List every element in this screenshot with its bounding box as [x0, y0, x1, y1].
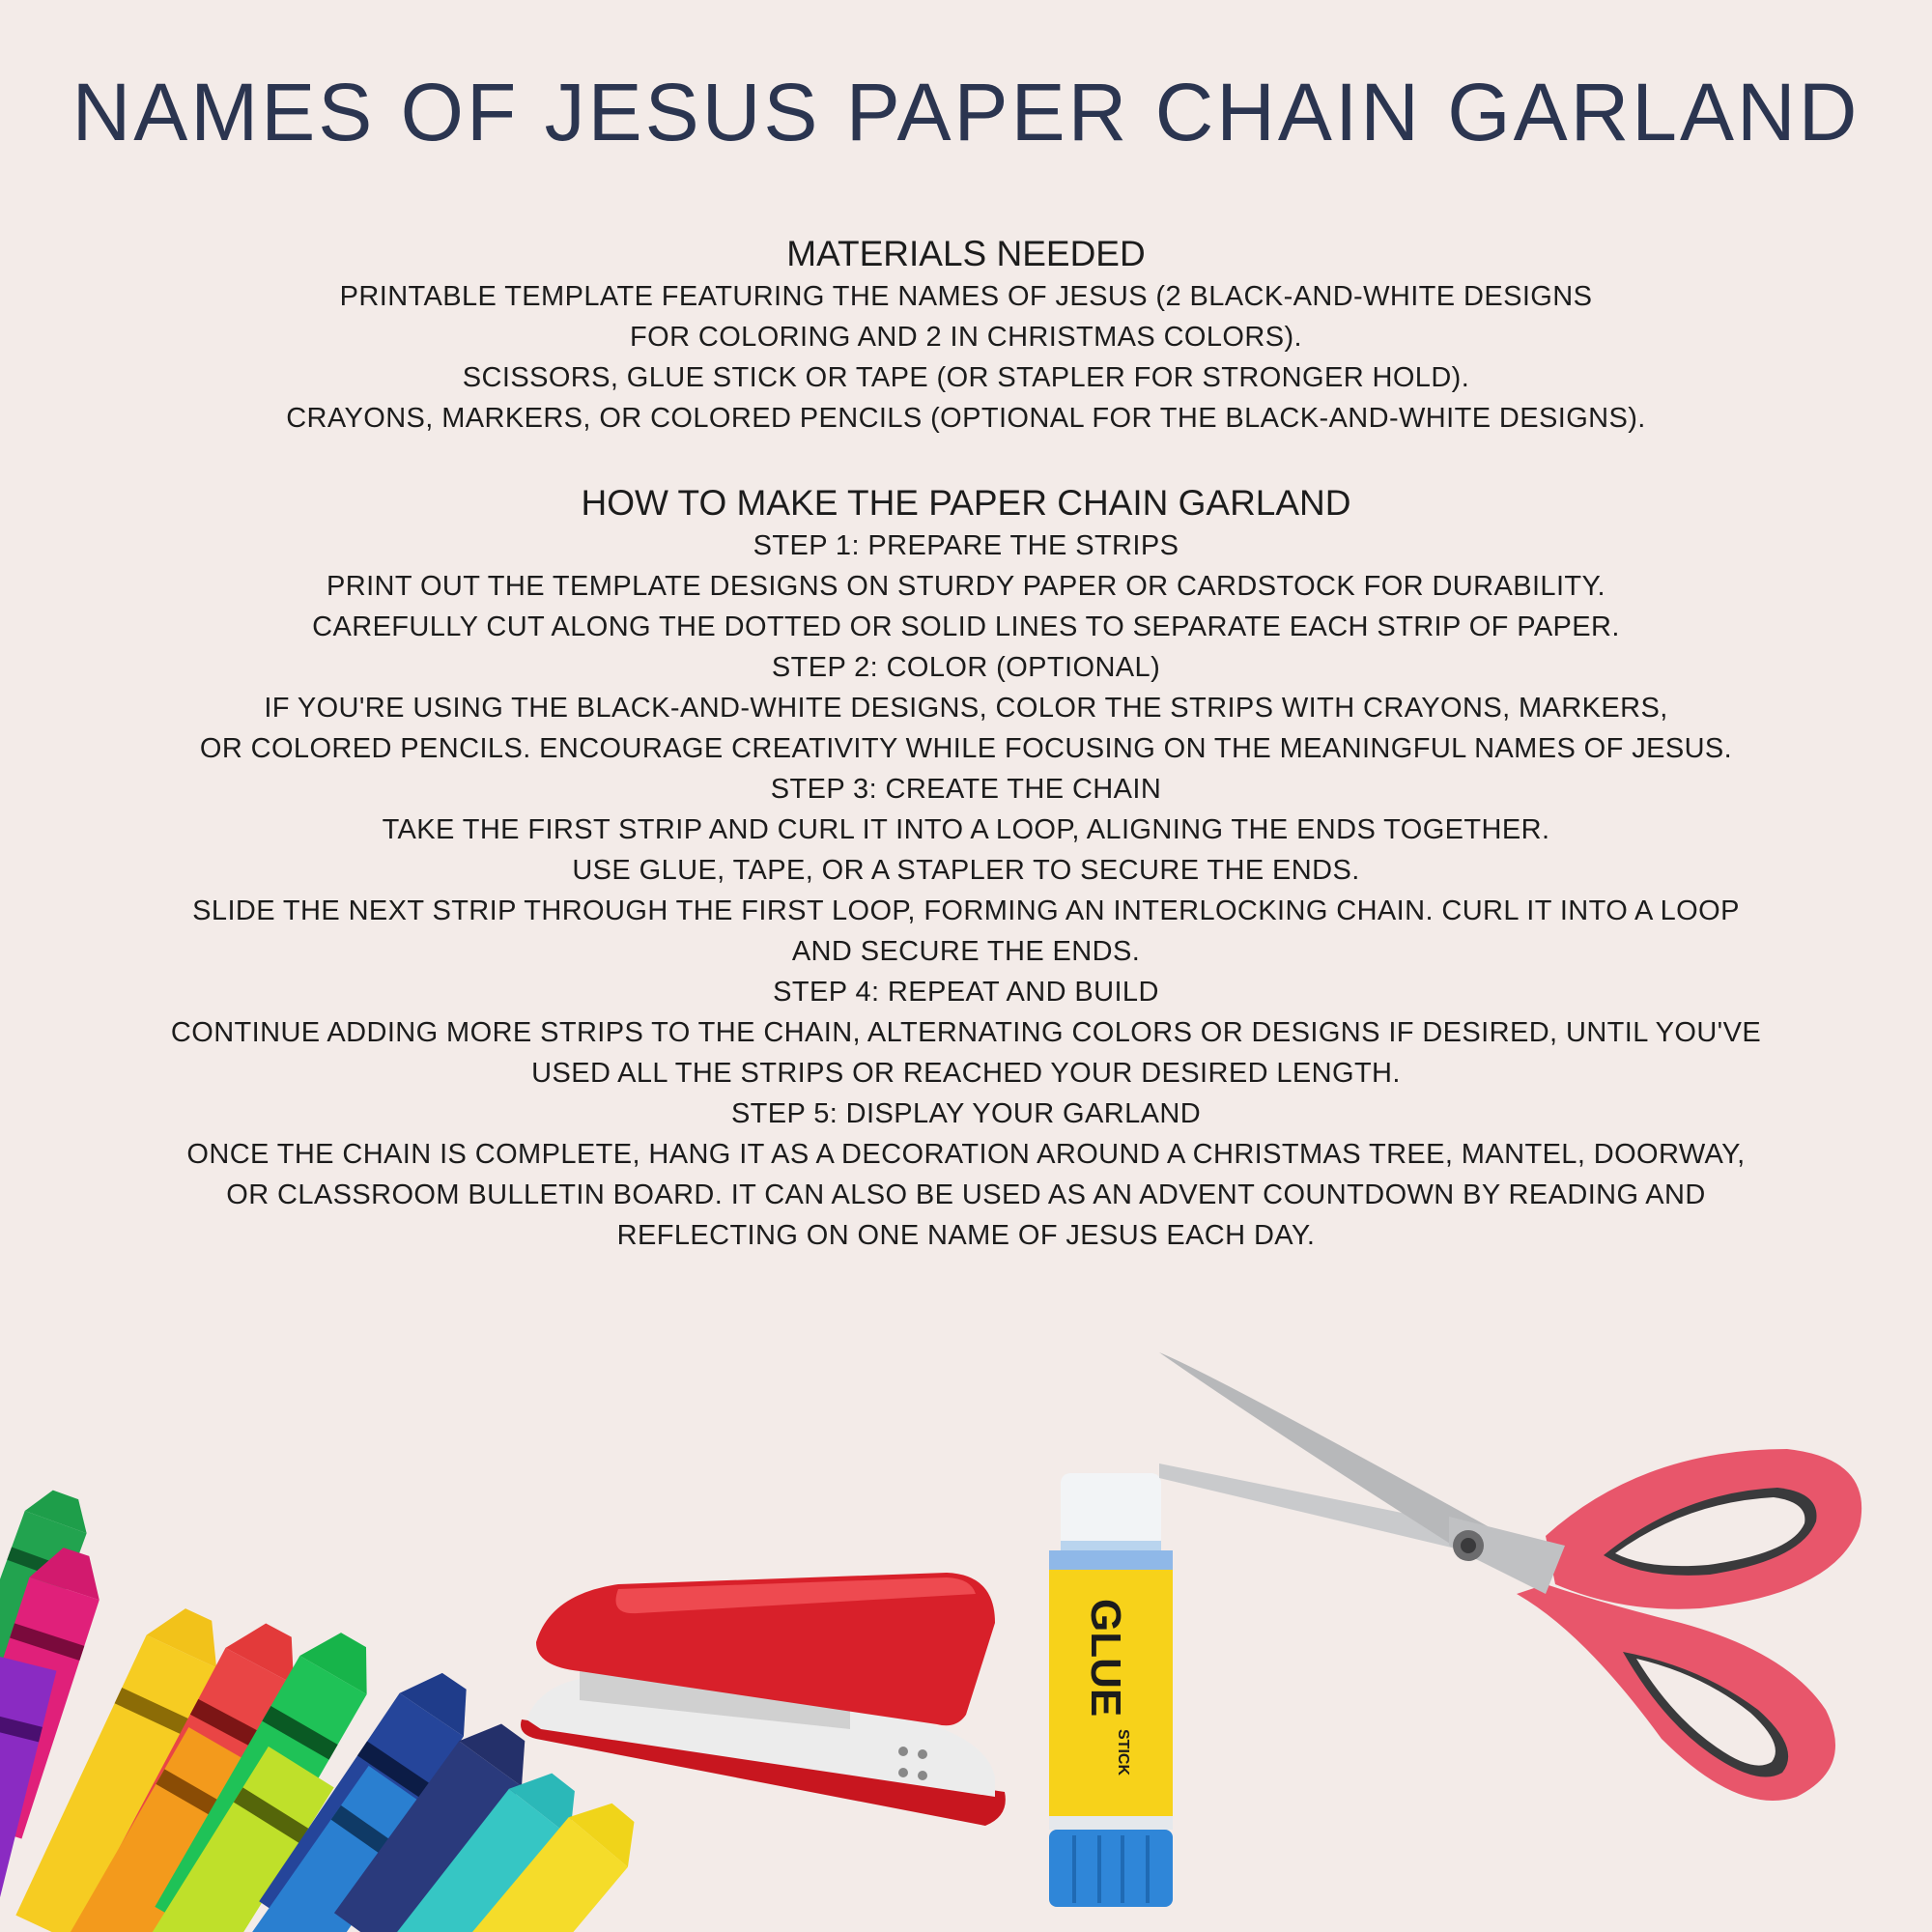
section-spacer	[97, 439, 1835, 481]
stapler-illustration	[521, 1573, 1006, 1826]
supplies-illustration	[0, 1333, 1932, 1932]
materials-line: CRAYONS, MARKERS, OR COLORED PENCILS (OPTIONAL FOR THE BLACK-AND-WHITE DESIGNS).	[286, 403, 1646, 434]
step-1-heading: STEP 1: PREPARE THE STRIPS	[753, 530, 1179, 561]
step-line: TAKE THE FIRST STRIP AND CURL IT INTO A LOOP, ALIGNING THE ENDS TOGETHER.	[382, 814, 1550, 845]
step-3-heading: STEP 3: CREATE THE CHAIN	[770, 774, 1162, 805]
glue-sub-label: STICK	[1115, 1729, 1131, 1776]
step-line: CONTINUE ADDING MORE STRIPS TO THE CHAIN, ALTERNATING COLORS OR DESIGNS IF DESIRED, UNTIL YOU'VE	[170, 1017, 1762, 1048]
step-line: AND SECURE THE ENDS.	[791, 936, 1141, 967]
scissors-illustration	[1159, 1352, 1861, 1801]
step-line: PRINT OUT THE TEMPLATE DESIGNS ON STURDY PAPER OR CARDSTOCK FOR DURABILITY.	[327, 571, 1605, 602]
materials-line: PRINTABLE TEMPLATE FEATURING THE NAMES OF JESUS (2 BLACK-AND-WHITE DESIGNS	[339, 281, 1593, 312]
step-line: REFLECTING ON ONE NAME OF JESUS EACH DAY.	[616, 1220, 1316, 1251]
step-line: USE GLUE, TAPE, OR A STAPLER TO SECURE THE ENDS.	[572, 855, 1360, 886]
materials-heading: MATERIALS NEEDED	[786, 234, 1146, 273]
materials-line: SCISSORS, GLUE STICK OR TAPE (OR STAPLER FOR STRONGER HOLD).	[462, 362, 1470, 393]
howto-heading: HOW TO MAKE THE PAPER CHAIN GARLAND	[581, 483, 1351, 523]
step-line: SLIDE THE NEXT STRIP THROUGH THE FIRST LOOP, FORMING AN INTERLOCKING CHAIN. CURL IT INTO A LOOP	[192, 895, 1740, 926]
materials-line: FOR COLORING AND 2 IN CHRISTMAS COLORS).	[630, 322, 1302, 353]
step-2-heading: STEP 2: COLOR (OPTIONAL)	[771, 652, 1161, 683]
step-line: OR CLASSROOM BULLETIN BOARD. IT CAN ALSO BE USED AS AN ADVENT COUNTDOWN BY READING AND	[226, 1179, 1706, 1210]
glue-label: GLUE	[1082, 1599, 1129, 1718]
glue-stick-illustration	[1049, 1473, 1173, 1907]
page-title: NAMES OF JESUS PAPER CHAIN GARLAND	[71, 67, 1861, 157]
step-line: IF YOU'RE USING THE BLACK-AND-WHITE DESIGNS, COLOR THE STRIPS WITH CRAYONS, MARKERS,	[264, 693, 1668, 724]
step-line: CAREFULLY CUT ALONG THE DOTTED OR SOLID LINES TO SEPARATE EACH STRIP OF PAPER.	[312, 611, 1620, 642]
step-line: ONCE THE CHAIN IS COMPLETE, HANG IT AS A DECORATION AROUND A CHRISTMAS TREE, MANTEL, DOORWAY,	[186, 1139, 1746, 1170]
step-line: OR COLORED PENCILS. ENCOURAGE CREATIVITY WHILE FOCUSING ON THE MEANINGFUL NAMES OF JESUS.	[199, 733, 1733, 764]
instructions	[97, 232, 1835, 1256]
step-4-heading: STEP 4: REPEAT AND BUILD	[773, 977, 1159, 1008]
step-5-heading: STEP 5: DISPLAY YOUR GARLAND	[730, 1098, 1202, 1129]
step-line: USED ALL THE STRIPS OR REACHED YOUR DESIRED LENGTH.	[531, 1058, 1401, 1089]
